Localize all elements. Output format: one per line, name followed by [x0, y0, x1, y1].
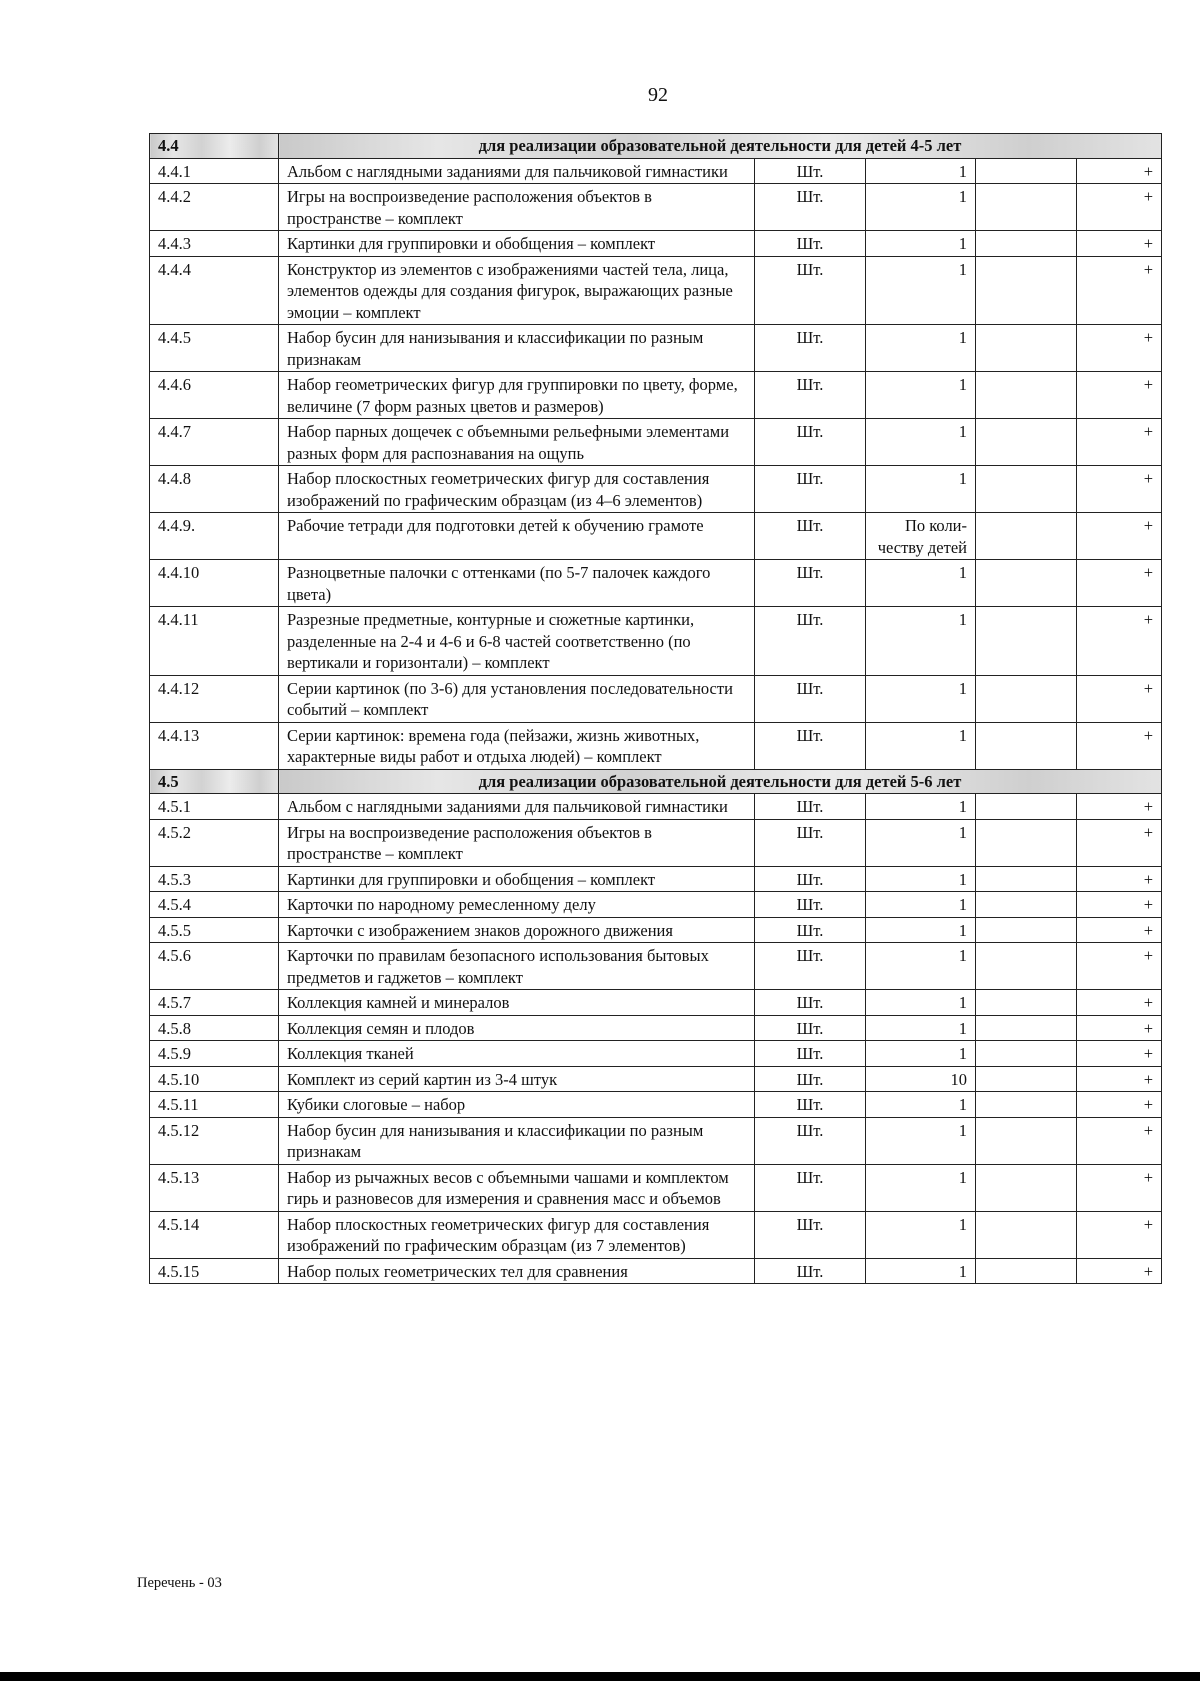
item-number: 4.5.13: [150, 1164, 279, 1211]
item-name: Кубики слоговые – набор: [279, 1092, 755, 1118]
item-mark: +: [1077, 1117, 1162, 1164]
item-empty-cell: [976, 1211, 1077, 1258]
item-empty-cell: [976, 256, 1077, 325]
item-empty-cell: [976, 1015, 1077, 1041]
table-row: [150, 158, 1162, 184]
item-name: Игры на воспроизведение расположения объектов в пространстве – комплект: [279, 819, 755, 866]
table-row: [150, 513, 1162, 560]
item-number: 4.4.6: [150, 372, 279, 419]
table-row: [150, 231, 1162, 257]
section-number: 4.4: [150, 134, 279, 159]
item-unit: Шт.: [755, 1092, 866, 1118]
item-unit: Шт.: [755, 892, 866, 918]
item-mark: +: [1077, 1211, 1162, 1258]
item-number: 4.5.12: [150, 1117, 279, 1164]
item-quantity: 1: [866, 1117, 976, 1164]
item-unit: Шт.: [755, 419, 866, 466]
item-name: Альбом с наглядными заданиями для пальчиковой гимнастики: [279, 794, 755, 820]
item-number: 4.5.10: [150, 1066, 279, 1092]
item-unit: Шт.: [755, 513, 866, 560]
item-number: 4.5.14: [150, 1211, 279, 1258]
item-mark: +: [1077, 1164, 1162, 1211]
item-number: 4.4.12: [150, 675, 279, 722]
table-row: [150, 1066, 1162, 1092]
table-row: [150, 419, 1162, 466]
table-row: [150, 1015, 1162, 1041]
section-header-row: [150, 769, 1162, 794]
item-mark: +: [1077, 1092, 1162, 1118]
item-name: Рабочие тетради для подготовки детей к обучению грамоте: [279, 513, 755, 560]
item-mark: +: [1077, 513, 1162, 560]
item-unit: Шт.: [755, 1066, 866, 1092]
item-mark: +: [1077, 917, 1162, 943]
item-unit: Шт.: [755, 1164, 866, 1211]
item-empty-cell: [976, 917, 1077, 943]
table-row: [150, 675, 1162, 722]
item-quantity: 1: [866, 560, 976, 607]
item-name: Набор бусин для нанизывания и классификации по разным признакам: [279, 325, 755, 372]
table-row: [150, 325, 1162, 372]
table-row: [150, 560, 1162, 607]
item-name: Коллекция семян и плодов: [279, 1015, 755, 1041]
table-row: [150, 819, 1162, 866]
item-mark: +: [1077, 794, 1162, 820]
item-number: 4.4.13: [150, 722, 279, 769]
item-number: 4.5.7: [150, 990, 279, 1016]
item-number: 4.4.10: [150, 560, 279, 607]
item-empty-cell: [976, 158, 1077, 184]
item-mark: +: [1077, 722, 1162, 769]
table-row: [150, 1258, 1162, 1284]
item-mark: +: [1077, 158, 1162, 184]
item-empty-cell: [976, 1041, 1077, 1067]
item-quantity: 1: [866, 419, 976, 466]
item-number: 4.4.11: [150, 607, 279, 676]
item-quantity: 10: [866, 1066, 976, 1092]
page-number: 92: [648, 84, 668, 106]
item-unit: Шт.: [755, 1015, 866, 1041]
item-quantity: 1: [866, 325, 976, 372]
item-name: Набор парных дощечек с объемными рельефными элементами разных форм для распознавания на ощупь: [279, 419, 755, 466]
item-unit: Шт.: [755, 1117, 866, 1164]
table-row: [150, 607, 1162, 676]
table-row: [150, 722, 1162, 769]
item-unit: Шт.: [755, 325, 866, 372]
item-number: 4.5.9: [150, 1041, 279, 1067]
item-mark: +: [1077, 943, 1162, 990]
section-number: 4.5: [150, 769, 279, 794]
item-number: 4.4.9.: [150, 513, 279, 560]
item-name: Разноцветные палочки с оттенками (по 5-7 палочек каждого цвета): [279, 560, 755, 607]
item-empty-cell: [976, 819, 1077, 866]
equipment-table: [149, 133, 1162, 1284]
item-number: 4.5.15: [150, 1258, 279, 1284]
item-mark: +: [1077, 1066, 1162, 1092]
item-quantity: 1: [866, 722, 976, 769]
item-empty-cell: [976, 325, 1077, 372]
item-empty-cell: [976, 1066, 1077, 1092]
item-unit: Шт.: [755, 607, 866, 676]
item-empty-cell: [976, 560, 1077, 607]
item-empty-cell: [976, 943, 1077, 990]
item-mark: +: [1077, 325, 1162, 372]
item-number: 4.5.4: [150, 892, 279, 918]
item-number: 4.4.4: [150, 256, 279, 325]
item-mark: +: [1077, 1015, 1162, 1041]
item-empty-cell: [976, 466, 1077, 513]
item-empty-cell: [976, 372, 1077, 419]
table-row: [150, 372, 1162, 419]
item-unit: Шт.: [755, 184, 866, 231]
item-name: Серии картинок (по 3-6) для установления последовательности событий – комплект: [279, 675, 755, 722]
item-name: Карточки с изображением знаков дорожного движения: [279, 917, 755, 943]
item-unit: Шт.: [755, 866, 866, 892]
item-quantity: 1: [866, 943, 976, 990]
item-name: Альбом с наглядными заданиями для пальчиковой гимнастики: [279, 158, 755, 184]
table-row: [150, 917, 1162, 943]
item-mark: +: [1077, 607, 1162, 676]
scan-edge: [0, 1672, 1200, 1681]
item-name: Набор плоскостных геометрических фигур для составления изображений по графическим образцам (из 7 элементов): [279, 1211, 755, 1258]
item-empty-cell: [976, 1117, 1077, 1164]
table-row: [150, 256, 1162, 325]
item-empty-cell: [976, 231, 1077, 257]
item-number: 4.4.7: [150, 419, 279, 466]
item-mark: +: [1077, 419, 1162, 466]
item-quantity: 1: [866, 1164, 976, 1211]
item-quantity: 1: [866, 466, 976, 513]
item-number: 4.5.5: [150, 917, 279, 943]
item-name: Карточки по народному ремесленному делу: [279, 892, 755, 918]
item-mark: +: [1077, 1258, 1162, 1284]
item-empty-cell: [976, 1164, 1077, 1211]
section-title: для реализации образовательной деятельности для детей 4-5 лет: [279, 134, 1162, 159]
item-mark: +: [1077, 372, 1162, 419]
item-unit: Шт.: [755, 560, 866, 607]
item-unit: Шт.: [755, 1041, 866, 1067]
item-name: Конструктор из элементов с изображениями частей тела, лица, элементов одежды для создания фигурок, выражающих разные эмоции – комплект: [279, 256, 755, 325]
table-row: [150, 990, 1162, 1016]
table-row: [150, 1164, 1162, 1211]
item-unit: Шт.: [755, 819, 866, 866]
item-empty-cell: [976, 513, 1077, 560]
item-number: 4.4.2: [150, 184, 279, 231]
item-empty-cell: [976, 990, 1077, 1016]
item-name: Разрезные предметные, контурные и сюжетные картинки, разделенные на 2-4 и 4-6 и 6-8 частей соответственно (по вертикали и горизонтали) – комплект: [279, 607, 755, 676]
item-empty-cell: [976, 675, 1077, 722]
item-number: 4.4.5: [150, 325, 279, 372]
item-empty-cell: [976, 607, 1077, 676]
item-mark: +: [1077, 466, 1162, 513]
table-row: [150, 466, 1162, 513]
item-quantity: По коли-честву детей: [866, 513, 976, 560]
section-title: для реализации образовательной деятельности для детей 5-6 лет: [279, 769, 1162, 794]
item-quantity: 1: [866, 990, 976, 1016]
item-mark: +: [1077, 231, 1162, 257]
item-quantity: 1: [866, 256, 976, 325]
item-name: Набор бусин для нанизывания и классификации по разным признакам: [279, 1117, 755, 1164]
item-number: 4.5.8: [150, 1015, 279, 1041]
table-row: [150, 1211, 1162, 1258]
item-mark: +: [1077, 990, 1162, 1016]
footer-label: Перечень - 03: [137, 1575, 222, 1591]
item-mark: +: [1077, 892, 1162, 918]
table-row: [150, 1041, 1162, 1067]
item-unit: Шт.: [755, 158, 866, 184]
item-unit: Шт.: [755, 1258, 866, 1284]
item-unit: Шт.: [755, 943, 866, 990]
item-empty-cell: [976, 1092, 1077, 1118]
item-quantity: 1: [866, 819, 976, 866]
item-quantity: 1: [866, 607, 976, 676]
item-quantity: 1: [866, 184, 976, 231]
item-name: Набор плоскостных геометрических фигур для составления изображений по графическим образцам (из 4–6 элементов): [279, 466, 755, 513]
item-number: 4.5.1: [150, 794, 279, 820]
item-empty-cell: [976, 866, 1077, 892]
table-row: [150, 943, 1162, 990]
item-unit: Шт.: [755, 917, 866, 943]
item-number: 4.5.2: [150, 819, 279, 866]
table-row: [150, 184, 1162, 231]
item-empty-cell: [976, 419, 1077, 466]
item-mark: +: [1077, 819, 1162, 866]
item-mark: +: [1077, 256, 1162, 325]
item-unit: Шт.: [755, 990, 866, 1016]
table-row: [150, 892, 1162, 918]
item-mark: +: [1077, 675, 1162, 722]
item-unit: Шт.: [755, 466, 866, 513]
item-empty-cell: [976, 1258, 1077, 1284]
item-quantity: 1: [866, 231, 976, 257]
item-mark: +: [1077, 1041, 1162, 1067]
item-name: Серии картинок: времена года (пейзажи, жизнь животных, характерные виды работ и отдыха людей) – комплект: [279, 722, 755, 769]
item-unit: Шт.: [755, 675, 866, 722]
item-number: 4.5.3: [150, 866, 279, 892]
item-mark: +: [1077, 184, 1162, 231]
item-name: Набор геометрических фигур для группировки по цвету, форме, величине (7 форм разных цветов и размеров): [279, 372, 755, 419]
item-number: 4.4.3: [150, 231, 279, 257]
item-number: 4.5.11: [150, 1092, 279, 1118]
table-row: [150, 866, 1162, 892]
item-quantity: 1: [866, 372, 976, 419]
item-number: 4.5.6: [150, 943, 279, 990]
item-quantity: 1: [866, 917, 976, 943]
item-name: Карточки по правилам безопасного использования бытовых предметов и гаджетов – комплект: [279, 943, 755, 990]
item-name: Набор из рычажных весов с объемными чашами и комплектом гирь и разновесов для измерения и сравнения масс и объемов: [279, 1164, 755, 1211]
table-row: [150, 1117, 1162, 1164]
item-quantity: 1: [866, 1258, 976, 1284]
section-header-row: [150, 134, 1162, 159]
item-unit: Шт.: [755, 231, 866, 257]
item-unit: Шт.: [755, 794, 866, 820]
item-name: Комплект из серий картин из 3-4 штук: [279, 1066, 755, 1092]
item-quantity: 1: [866, 794, 976, 820]
item-quantity: 1: [866, 1092, 976, 1118]
item-unit: Шт.: [755, 722, 866, 769]
item-empty-cell: [976, 892, 1077, 918]
item-name: Набор полых геометрических тел для сравнения: [279, 1258, 755, 1284]
table-row: [150, 1092, 1162, 1118]
item-quantity: 1: [866, 1041, 976, 1067]
item-number: 4.4.1: [150, 158, 279, 184]
item-quantity: 1: [866, 158, 976, 184]
item-empty-cell: [976, 794, 1077, 820]
item-unit: Шт.: [755, 372, 866, 419]
item-quantity: 1: [866, 892, 976, 918]
item-mark: +: [1077, 866, 1162, 892]
item-empty-cell: [976, 722, 1077, 769]
item-quantity: 1: [866, 675, 976, 722]
item-quantity: 1: [866, 1211, 976, 1258]
table-row: [150, 794, 1162, 820]
item-empty-cell: [976, 184, 1077, 231]
item-unit: Шт.: [755, 1211, 866, 1258]
item-name: Картинки для группировки и обобщения – комплект: [279, 866, 755, 892]
item-unit: Шт.: [755, 256, 866, 325]
item-name: Коллекция тканей: [279, 1041, 755, 1067]
item-quantity: 1: [866, 1015, 976, 1041]
item-name: Картинки для группировки и обобщения – комплект: [279, 231, 755, 257]
item-name: Игры на воспроизведение расположения объектов в пространстве – комплект: [279, 184, 755, 231]
item-name: Коллекция камней и минералов: [279, 990, 755, 1016]
item-mark: +: [1077, 560, 1162, 607]
item-quantity: 1: [866, 866, 976, 892]
item-number: 4.4.8: [150, 466, 279, 513]
